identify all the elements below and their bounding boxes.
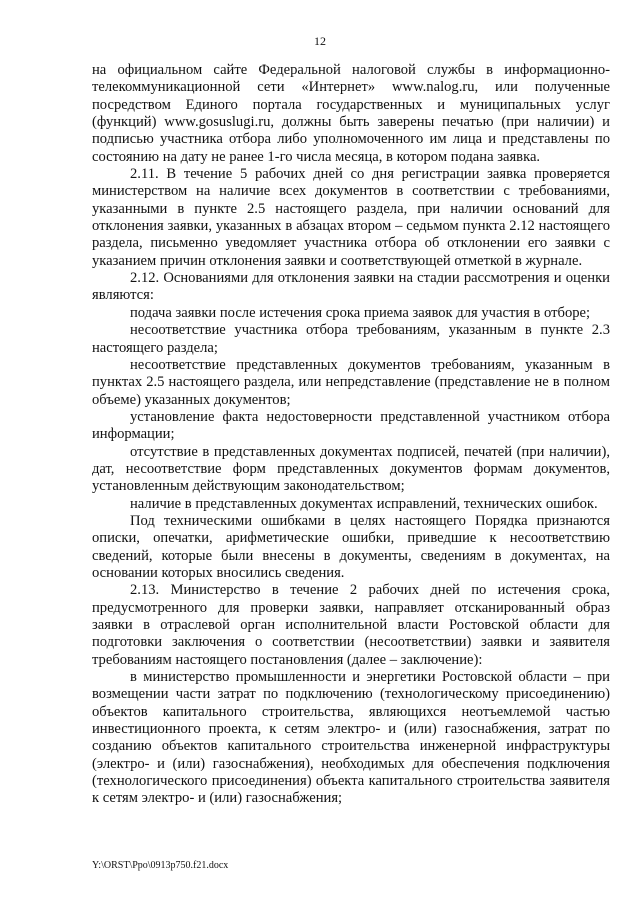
paragraph-12: в министерство промышленности и энергетики Ростовской области – при возмещении части затрат по подключению (технологическому присоединению) объектов капитального строительства, являющихся неотъемлемой частью инвестиционного проекта, к сетям электро- и (или) газоснабжения, затрат по созданию объектов капитального строительства инженерной инфраструктуры (электро- и (или) газоснабжения), необходимых для обеспечения подключения (технологического присоединения) объекта капитального строительства заявителя к сетям электро- и (или) газоснабжения; bbox=[92, 669, 610, 807]
paragraph-1: на официальном сайте Федеральной налоговой службы в информационно-телекоммуникационной сети «Интернет» www.nalog.ru, или полученные посредством Единого портала государственных и муниципальных услуг (функций) www.gosuslugi.ru, должны быть заверены печатью (при наличии) и подписью участника отбора либо уполномоченного им лица и представлены по состоянию на дату не ранее 1-го числа месяца, в котором подана заявка. bbox=[92, 62, 610, 165]
paragraph-9: наличие в представленных документах исправлений, технических ошибок. bbox=[130, 495, 598, 512]
paragraph-11: 2.13. Министерство в течение 2 рабочих дней по истечения срока, предусмотренного для проверки заявки, направляет отсканированный образ заявки в отраслевой орган исполнительной власти Ростовской области для подготовки заключения о соответствии (несоответствии) заявки и заявителя требованиям настоящего постановления (далее – заключение): bbox=[92, 582, 610, 668]
paragraph-2: 2.11. В течение 5 рабочих дней со дня регистрации заявка проверяется министерством на наличие всех документов в соответствии с требованиями, указанными в пункте 2.5 настоящего раздела, при наличии оснований для отклонения заявки, указанных в абзацах втором – седьмом пункта 2.12 настоящего раздела, письменно уведомляет участника отбора об отклонении его заявки с указанием причин отклонения заявки и соответствующей отметкой в журнале. bbox=[92, 166, 610, 269]
paragraph-5: несоответствие участника отбора требованиям, указанным в пункте 2.3 настоящего раздела; bbox=[92, 322, 610, 356]
document-body bbox=[92, 62, 610, 808]
paragraph-7: установление факта недостоверности представленной участником отбора информации; bbox=[92, 408, 610, 443]
paragraph-3: 2.12. Основаниями для отклонения заявки на стадии рассмотрения и оценки являются: bbox=[92, 270, 610, 304]
paragraph-10: Под техническими ошибками в целях настоящего Порядка признаются описки, опечатки, арифметические ошибки, приведшие к несоответствию сведений, которые были внесены в документы, сведениям в документах, на основании которых вносились сведения. bbox=[92, 512, 610, 581]
page-number: 12 bbox=[314, 34, 326, 48]
paragraph-8: отсутствие в представленных документах подписей, печатей (при наличии), дат, несоответствие форм представленных документов формам документов, установленным действующим законодательством; bbox=[92, 443, 610, 495]
footer-file-path: Y:\ORST\Ppo\0913p750.f21.docx bbox=[92, 860, 229, 871]
paragraph-6: несоответствие представленных документов требованиям, указанным в пунктах 2.5 настоящего раздела, или непредставление (представление не в полном объеме) указанных документов; bbox=[92, 356, 610, 408]
paragraph-4: подача заявки после истечения срока приема заявок для участия в отборе; bbox=[130, 304, 591, 321]
